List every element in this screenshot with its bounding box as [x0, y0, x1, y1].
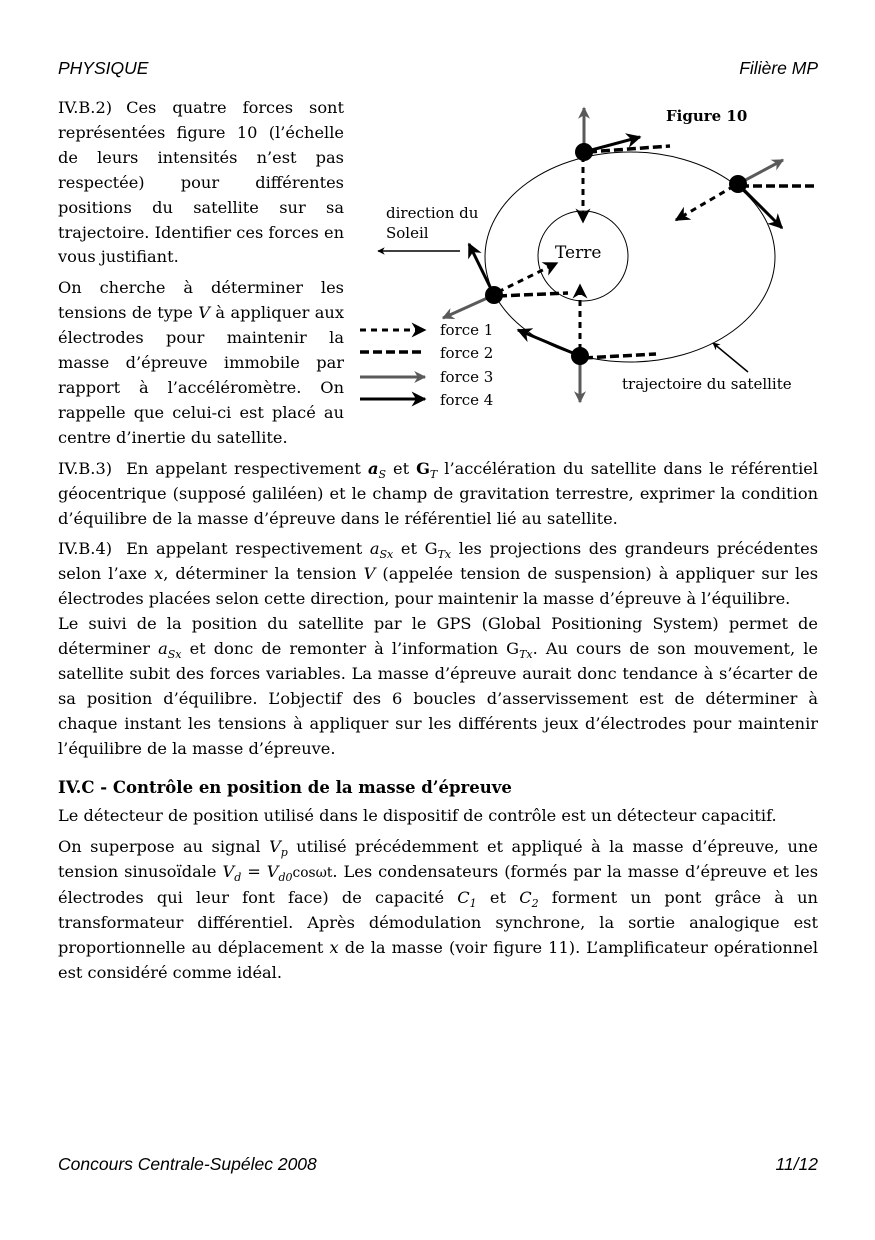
math-v: V: [198, 303, 210, 323]
text: Le suivi de la position du satellite par le GPS (Global Positioning System) permet de déterminer: [58, 614, 818, 659]
text: et donc de remonter à l’information: [181, 639, 507, 659]
question-label: IV.B.3): [58, 458, 113, 478]
question-label: IV.B.4): [58, 539, 113, 559]
force1-arrow: [676, 186, 734, 220]
force4-arrow: [738, 184, 782, 228]
legend-force3-label: force 3: [440, 368, 494, 386]
sun-direction-label: direction du: [386, 204, 479, 222]
text: On superpose au signal: [58, 837, 270, 857]
section-title: IV.C - Contrôle en position de la masse d’épreuve: [58, 777, 512, 797]
section-paragraph-2: [58, 835, 818, 985]
question-iv-b-4: [58, 537, 818, 761]
satellite-dot: [571, 347, 589, 365]
header-subject: PHYSIQUE: [58, 58, 149, 78]
text: l’accélération du satellite dans le référentiel géocentrique (supposé galiléen) et le champ de gravitation terrestre, exprimer la condition d’équilibre de la masse d’épreuve dans le référentiel lié au satellite.: [58, 458, 818, 528]
math-v: V: [363, 564, 376, 584]
subscript: 2: [531, 897, 539, 911]
subscript: Tx: [519, 648, 533, 662]
subscript: d: [234, 871, 242, 885]
question-label: IV.B.2): [58, 98, 113, 117]
math-g: G: [506, 639, 520, 659]
math-g: G: [424, 539, 438, 559]
math-x: x: [329, 938, 339, 957]
text: et: [476, 888, 520, 908]
legend: [360, 321, 493, 409]
legend-force2-label: force 2: [440, 344, 494, 362]
text: , déterminer la tension: [163, 564, 364, 584]
sun-direction-label: Soleil: [386, 224, 429, 242]
math-a: a: [158, 639, 168, 659]
subscript: T: [429, 467, 438, 481]
earth-label: Terre: [555, 243, 602, 263]
math-v: V: [266, 862, 279, 882]
legend-force4-label: force 4: [440, 391, 494, 409]
math-v: V: [222, 862, 235, 882]
force4-arrow: [518, 330, 580, 356]
page-number: 11/12: [775, 1154, 818, 1174]
figure-10-diagram: [360, 95, 830, 425]
satellite-dot: [729, 175, 747, 193]
legend-force1-label: force 1: [440, 321, 494, 339]
section-paragraph-1: Le détecteur de position utilisé dans le dispositif de contrôle est un détecteur capacitif.: [58, 806, 777, 826]
math-a: a: [367, 458, 379, 478]
subscript: Tx: [437, 548, 452, 562]
figure-title: Figure 10: [666, 107, 748, 125]
math-cos: cosωt: [292, 865, 333, 882]
force1-arrow: [498, 263, 557, 292]
satellite-dot: [485, 286, 503, 304]
question-text: Ces quatre forces sont représentées figure 10 (l’échelle de leurs intensités n’est pas respectée) pour différentes positions du satellite sur sa trajectoire. Identifier ces forces en vous justifiant.: [58, 98, 344, 267]
trajectory-label: trajectoire du satellite: [622, 375, 792, 393]
math-v: V: [269, 837, 281, 857]
text: les projections des grandeurs précédentes selon l’axe: [58, 539, 818, 584]
text: forment un pont grâce à un transformateur différentiel. Après démodulation synchrone, la sortie analogique est proportionnelle au déplacement: [58, 888, 818, 957]
math-c: C: [457, 888, 470, 908]
subscript: p: [280, 846, 288, 860]
text: utilisé précédemment et appliqué à la masse d’épreuve, une tension sinusoïdale: [58, 837, 818, 882]
force2-arrow: [498, 293, 568, 296]
subscript: d0: [278, 871, 293, 885]
text: On cherche à déterminer les tensions de type: [58, 278, 344, 323]
text: . Les condensateurs (formés par la masse d’épreuve et les électrodes qui leur font face) de capacité: [58, 862, 819, 908]
subscript: Sx: [167, 648, 182, 662]
trajectory-pointer-arrow: [713, 343, 748, 372]
text: En appelant respectivement: [126, 458, 368, 478]
satellite-right: [676, 160, 814, 228]
text: En appelant respectivement: [126, 539, 370, 559]
question-iv-b-3: [58, 457, 818, 532]
text: et: [385, 458, 417, 478]
footer-contest: Concours Centrale-Supélec 2008: [58, 1154, 317, 1174]
text: (appelée tension de suspension) à appliquer sur les électrodes placées selon cette direction, pour maintenir la masse d’épreuve à l’équilibre.: [58, 564, 819, 609]
header-track: Filière MP: [739, 58, 818, 78]
text: =: [241, 862, 267, 882]
math-x: x: [154, 564, 164, 584]
subscript: 1: [469, 897, 477, 911]
satellite-dot: [575, 143, 593, 161]
subscript: Sx: [379, 548, 394, 562]
text: à appliquer aux électrodes pour maintenir la masse d’épreuve immobile par rapport à l’accéléromètre. On rappelle que celui-ci est placé au centre d’inertie du satellite.: [58, 303, 344, 447]
math-g: G: [416, 458, 430, 478]
force2-arrow: [584, 354, 656, 358]
subscript: S: [378, 467, 386, 481]
math-c: C: [519, 888, 532, 908]
text: . Au cours de son mouvement, le satellite subit des forces variables. La masse d’épreuve aurait donc tendance à s’écarter de sa position d’équilibre. L’objectif des 6 boucles d’asservissement est de déterminer à chaque instant les tensions à appliquer sur les différents jeux d’électrodes pour maintenir l’équilibre de la masse d’épreuve.: [58, 639, 818, 758]
satellite-left: [443, 244, 568, 318]
math-a: a: [369, 539, 380, 559]
satellite-top: [575, 108, 670, 222]
text: et: [393, 539, 425, 559]
text: de la masse (voir figure 11). L’amplificateur opérationnel est considéré comme idéal.: [58, 938, 818, 982]
